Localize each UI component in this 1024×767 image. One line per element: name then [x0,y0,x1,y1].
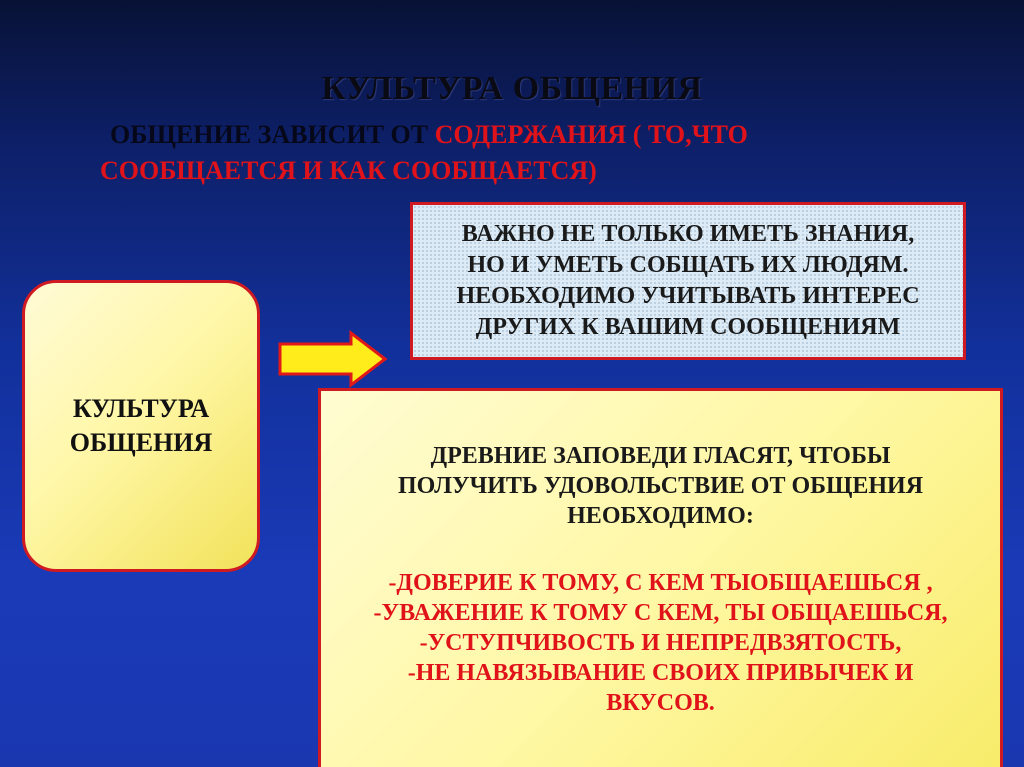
slide-subtitle [100,117,900,189]
intro-line: НЕОБХОДИМО: [567,503,754,529]
subtitle-line-2: СООБЩАЕТСЯ И КАК СООБЩАЕТСЯ) [100,156,597,185]
commandments-intro [321,441,1000,531]
top-box-line: НО И УМЕТЬ СОБЩАТЬ ИХ ЛЮДЯМ. [467,252,909,278]
subtitle-line-1 [100,117,900,153]
list-item: -УВАЖЕНИЕ К ТОМУ С КЕМ, ТЫ ОБЩАЕШЬСЯ, [373,600,948,626]
slide-title: КУЛЬТУРА ОБЩЕНИЯ [321,70,703,107]
subtitle-highlight: СОДЕРЖАНИЯ ( ТО,ЧТО [434,120,748,149]
top-box-line: НЕОБХОДИМО УЧИТЫВАТЬ ИНТЕРЕС [456,283,920,309]
ancient-commandments-box [318,388,1003,767]
list-item: -УСТУПЧИВОСТЬ И НЕПРЕДВЗЯТОСТЬ, [419,630,902,656]
intro-line: ПОЛУЧИТЬ УДОВОЛЬСТВИЕ ОТ ОБЩЕНИЯ [397,473,924,499]
top-box-line: ВАЖНО НЕ ТОЛЬКО ИМЕТЬ ЗНАНИЯ, [461,221,915,247]
list-item: -ДОВЕРИЕ К ТОМУ, С КЕМ ТЫОБЩАЕШЬСЯ , [388,570,933,596]
top-box-line: ДРУГИХ К ВАШИМ СООБЩЕНИЯМ [475,314,901,340]
list-item: ВКУСОВ. [606,690,715,716]
left-box-line: КУЛЬТУРА [72,394,210,423]
subtitle-text: ОБЩЕНИЕ ЗАВИСИТ ОТ [110,120,435,149]
right-arrow-icon [277,330,389,388]
communication-culture-box [22,280,260,572]
knowledge-sharing-box [410,202,966,360]
list-item: -НЕ НАВЯЗЫВАНИЕ СВОИХ ПРИВЫЧЕК И [407,660,914,686]
intro-line: ДРЕВНИЕ ЗАПОВЕДИ ГЛАСЯТ, ЧТОБЫ [430,443,891,469]
left-box-line: ОБЩЕНИЯ [69,428,213,457]
commandments-list [321,568,1000,718]
